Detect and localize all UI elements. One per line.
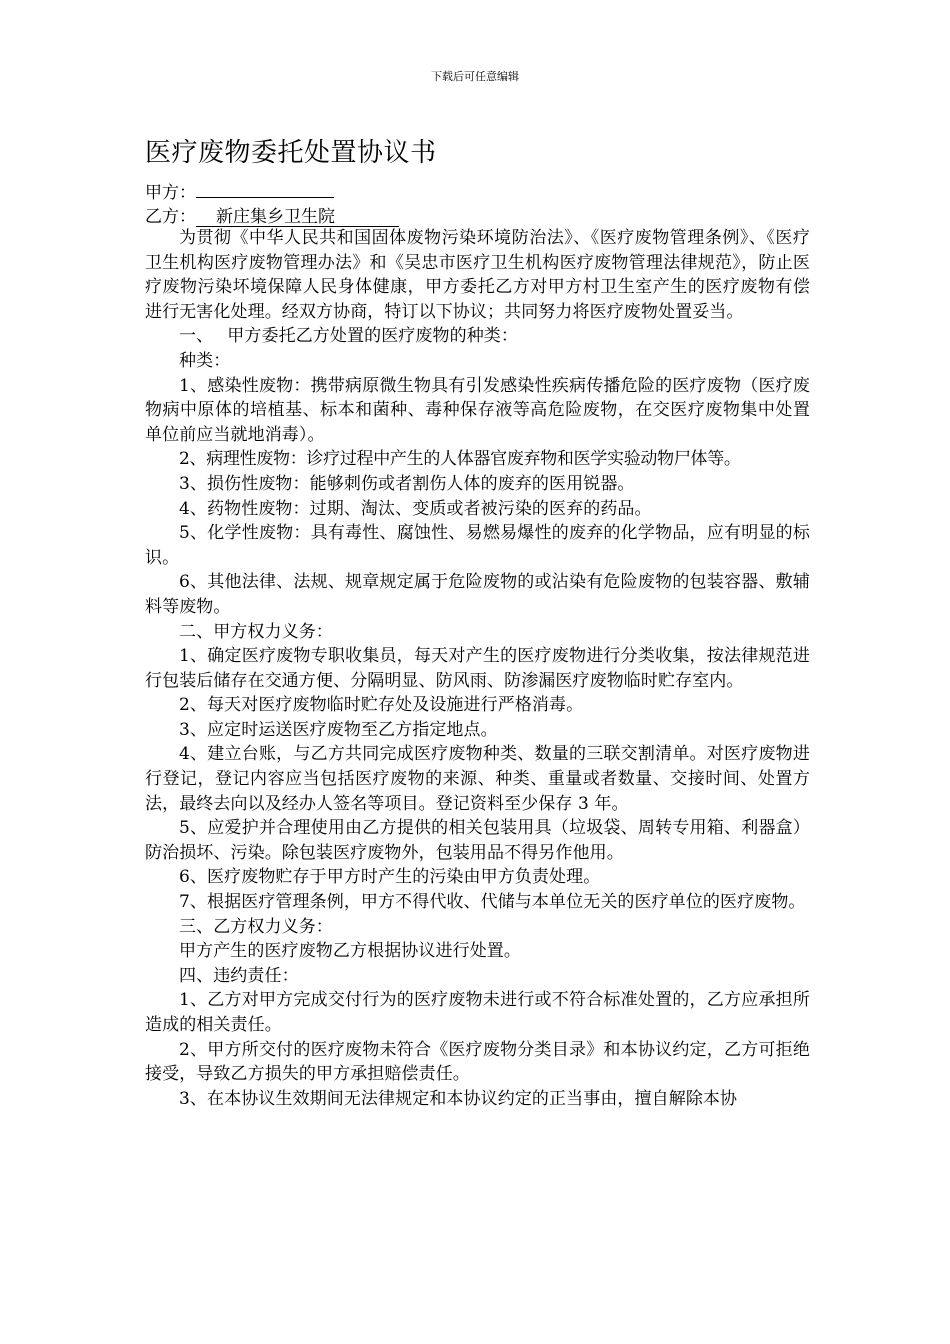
list-item: 2、病理性废物：诊疗过程中产生的人体器官废弃物和医学实验动物尸体等。 — [179, 449, 741, 470]
list-item: 4、建立台账，与乙方共同完成医疗废物种类、数量的三联交割清单。对医疗废物进行登记，登记内容应当包括医疗废物的来源、种类、重量或者数量、交接时间、处置方法，最终去向以及经办人签名等项目。登记资料至少保存 3 年。 — [145, 744, 810, 814]
section-heading: 二、甲方权力义务： — [179, 621, 333, 642]
list-item: 6、其他法律、法规、规章规定属于危险废物的或沾染有危险废物的包装容器、敷辅料等废物。 — [145, 572, 810, 617]
section-heading: 一、 甲方委托乙方处置的医疗废物的种类： — [179, 326, 519, 347]
list-item: 7、根据医疗管理条例，甲方不得代收、代储与本单位无关的医疗单位的医疗废物。 — [179, 892, 806, 913]
party-a-blank — [196, 179, 334, 198]
section-heading: 三、乙方权力义务： — [179, 916, 333, 937]
list-item: 5、应爱护并合理使用由乙方提供的相关包装用具（垃圾袋、周转专用箱、利器盒）防治损坏、污染。除包装医疗废物外，包装用品不得另作他用。 — [145, 818, 810, 863]
paragraph: 种类： — [179, 350, 231, 371]
list-item: 3、损伤性废物：能够刺伤或者割伤人体的废弃的医用锐器。 — [179, 473, 635, 494]
list-item: 2、每天对医疗废物临时贮存处及设施进行严格消毒。 — [179, 695, 584, 716]
list-item: 4、药物性废物：过期、淘汰、变质或者被污染的医弃的药品。 — [179, 498, 652, 519]
list-item: 1、乙方对甲方完成交付行为的医疗废物未进行或不符合标准处置的，乙方应承担所造成的相关责任。 — [145, 990, 810, 1035]
list-item: 3、在本协议生效期间无法律规定和本协议约定的正当事由，擅自解除本协 — [179, 1088, 738, 1109]
party-b-label: 乙方： — [145, 207, 196, 227]
section-heading: 四、违约责任： — [179, 965, 299, 986]
list-item: 5、化学性废物：具有毒性、腐蚀性、易燃易爆性的废弃的化学物品，应有明显的标识。 — [145, 523, 810, 568]
list-item: 6、医疗废物贮存于甲方时产生的污染由甲方负责处理。 — [179, 867, 601, 888]
paragraph: 甲方产生的医疗废物乙方根据协议进行处置。 — [179, 941, 521, 962]
list-item: 3、应定时运送医疗废物至乙方指定地点。 — [179, 719, 498, 740]
preamble-paragraph: 为贯彻《中华人民共和国固体废物污染环境防治法》、《医疗废物管理条例》、《医疗卫生机构医疗废物管理办法》和《吴忠市医疗卫生机构医疗废物管理法律规范》，防止医疗废物污染坏境保障人民身体健康，甲方委托乙方对甲方村卫生室产生的医疗废物有偿进行无害化处理。经双方协商，特订以下协议；共同努力将医疗废物处置妥当。 — [145, 228, 810, 322]
party-b-line — [145, 202, 399, 227]
document-title: 医疗废物委托处置协议书 — [145, 138, 437, 168]
party-a-label: 甲方： — [145, 183, 196, 203]
party-b-name: 新庄集乡卫生院 — [196, 208, 399, 227]
agreement-body — [145, 226, 810, 1111]
list-item: 1、感染性废物：携带病原微生物具有引发感染性疾病传播危险的医疗废物（医疗废物病中原体的培植基、标本和菌种、毒种保存液等高危险废物，在交医疗废物集中处置单位前应当就地消毒）。 — [145, 375, 810, 445]
party-a-line — [145, 178, 334, 203]
page-header-note: 下载后可任意编辑 — [431, 70, 519, 83]
list-item: 1、确定医疗废物专职收集员，每天对产生的医疗废物进行分类收集，按法律规范进行包装后储存在交通方便、分隔明显、防风雨、防渗漏医疗废物临时贮存室内。 — [145, 646, 810, 691]
list-item: 2、甲方所交付的医疗废物未符合《医疗废物分类目录》和本协议约定，乙方可拒绝接受，导致乙方损失的甲方承担赔偿责任。 — [145, 1039, 810, 1085]
